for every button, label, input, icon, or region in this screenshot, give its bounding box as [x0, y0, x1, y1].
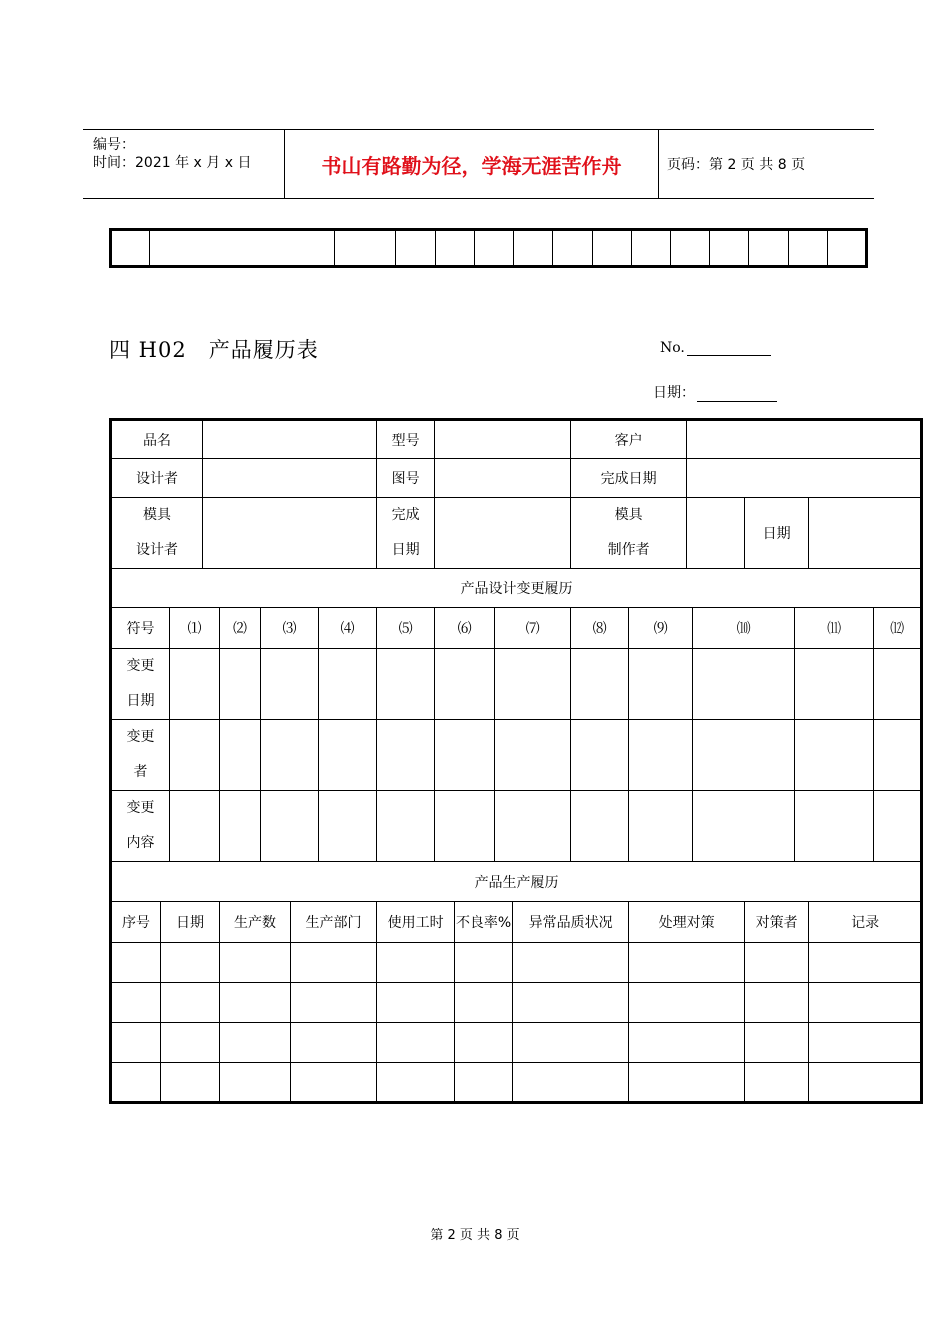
table-row: [111, 1023, 922, 1063]
header-page-label: 页码：第 2 页 共 8 页: [667, 157, 806, 173]
model-value[interactable]: [435, 420, 571, 459]
symbol-cell: ⑶: [261, 608, 319, 649]
table-row: [111, 862, 922, 902]
change-content-label-l1: 变更: [126, 800, 155, 816]
table-row: [111, 943, 922, 983]
number-blank[interactable]: [687, 341, 771, 356]
change-date-label: [111, 649, 170, 720]
header-motto: 书山有路勤为径，学海无涯苦作舟: [285, 130, 659, 198]
symbol-label: 符号: [111, 608, 170, 649]
column-header: 序号: [111, 902, 161, 943]
date-label: 日期：: [653, 385, 695, 401]
table-row: [111, 420, 922, 459]
completion-date-value[interactable]: [687, 459, 922, 498]
customer-value[interactable]: [687, 420, 922, 459]
symbol-cell: ⑾: [795, 608, 874, 649]
table-row: [111, 608, 922, 649]
symbol-cell: ⑽: [693, 608, 795, 649]
previous-table-remnant: [109, 228, 868, 268]
mold-designer-value[interactable]: [203, 498, 377, 569]
table-row: [111, 791, 922, 862]
completion-value[interactable]: [435, 498, 571, 569]
table-row: [111, 649, 922, 720]
product-name-value[interactable]: [203, 420, 377, 459]
date-blank[interactable]: [697, 387, 777, 402]
design-change-section-title: 产品设计变更履历: [111, 569, 922, 608]
symbol-cell: ⑴: [170, 608, 220, 649]
date-field[interactable]: [653, 382, 777, 402]
table-row: [111, 902, 922, 943]
mold-date-label: 日期: [745, 498, 809, 569]
product-history-table: [109, 418, 923, 1104]
changer-label-l1: 变更: [126, 729, 155, 745]
symbol-cell: ⑹: [435, 608, 495, 649]
changer-label-l2: 者: [133, 764, 148, 780]
mold-designer-label: [111, 498, 203, 569]
changer-label: [111, 720, 170, 791]
column-header: 处理对策: [629, 902, 745, 943]
header-meta: [83, 130, 285, 198]
column-header: 异常品质状况: [513, 902, 629, 943]
symbol-cell: ⑻: [571, 608, 629, 649]
mold-maker-label: [571, 498, 687, 569]
designer-label: 设计者: [111, 459, 203, 498]
table-row: [111, 230, 867, 267]
symbol-cell: ⑵: [220, 608, 261, 649]
page-footer: 第 2 页 共 8 页: [430, 1228, 520, 1243]
column-header: 生产部门: [291, 902, 377, 943]
symbol-cell: ⑷: [319, 608, 377, 649]
number-field[interactable]: [660, 340, 771, 356]
column-header: 使用工时: [377, 902, 455, 943]
completion-date-label: 完成日期: [571, 459, 687, 498]
mold-maker-label-l2: 制作者: [607, 542, 650, 558]
form-title: 四 H02 产品履历表: [109, 338, 319, 362]
column-header: 不良率%: [455, 902, 513, 943]
model-label: 型号: [377, 420, 435, 459]
symbol-cell: ⑺: [495, 608, 571, 649]
symbol-cell: ⑼: [629, 608, 693, 649]
table-row: [111, 1063, 922, 1103]
table-row: [111, 459, 922, 498]
completion-label-l1: 完成: [391, 507, 420, 523]
column-header: 日期: [161, 902, 220, 943]
change-content-label-l2: 内容: [126, 835, 155, 851]
change-date-label-l1: 变更: [126, 658, 155, 674]
drawing-no-value[interactable]: [435, 459, 571, 498]
mold-maker-value[interactable]: [687, 498, 745, 569]
customer-label: 客户: [571, 420, 687, 459]
product-name-label: 品名: [111, 420, 203, 459]
change-content-label: [111, 791, 170, 862]
serial-label: 编号：: [93, 137, 135, 153]
mold-date-value[interactable]: [809, 498, 922, 569]
table-row: [111, 569, 922, 608]
symbol-cell: ⑸: [377, 608, 435, 649]
completion-label: [377, 498, 435, 569]
mold-designer-label-l1: 模具: [143, 507, 171, 523]
change-date-label-l2: 日期: [126, 693, 155, 709]
table-row: [111, 720, 922, 791]
designer-value[interactable]: [203, 459, 377, 498]
production-section-title: 产品生产履历: [111, 862, 922, 902]
mold-designer-label-l2: 设计者: [136, 542, 178, 558]
time-label: 时间：2021 年 x 月 x 日: [93, 155, 252, 171]
symbol-cell: ⑿: [874, 608, 922, 649]
mold-maker-label-l1: 模具: [614, 507, 643, 523]
drawing-no-label: 图号: [377, 459, 435, 498]
document-header: [83, 129, 874, 199]
number-label: No.: [660, 340, 685, 356]
table-row: [111, 498, 922, 569]
column-header: 记录: [809, 902, 922, 943]
completion-label-l2: 日期: [391, 542, 420, 558]
table-row: [111, 983, 922, 1023]
column-header: 生产数: [220, 902, 291, 943]
column-header: 对策者: [745, 902, 809, 943]
